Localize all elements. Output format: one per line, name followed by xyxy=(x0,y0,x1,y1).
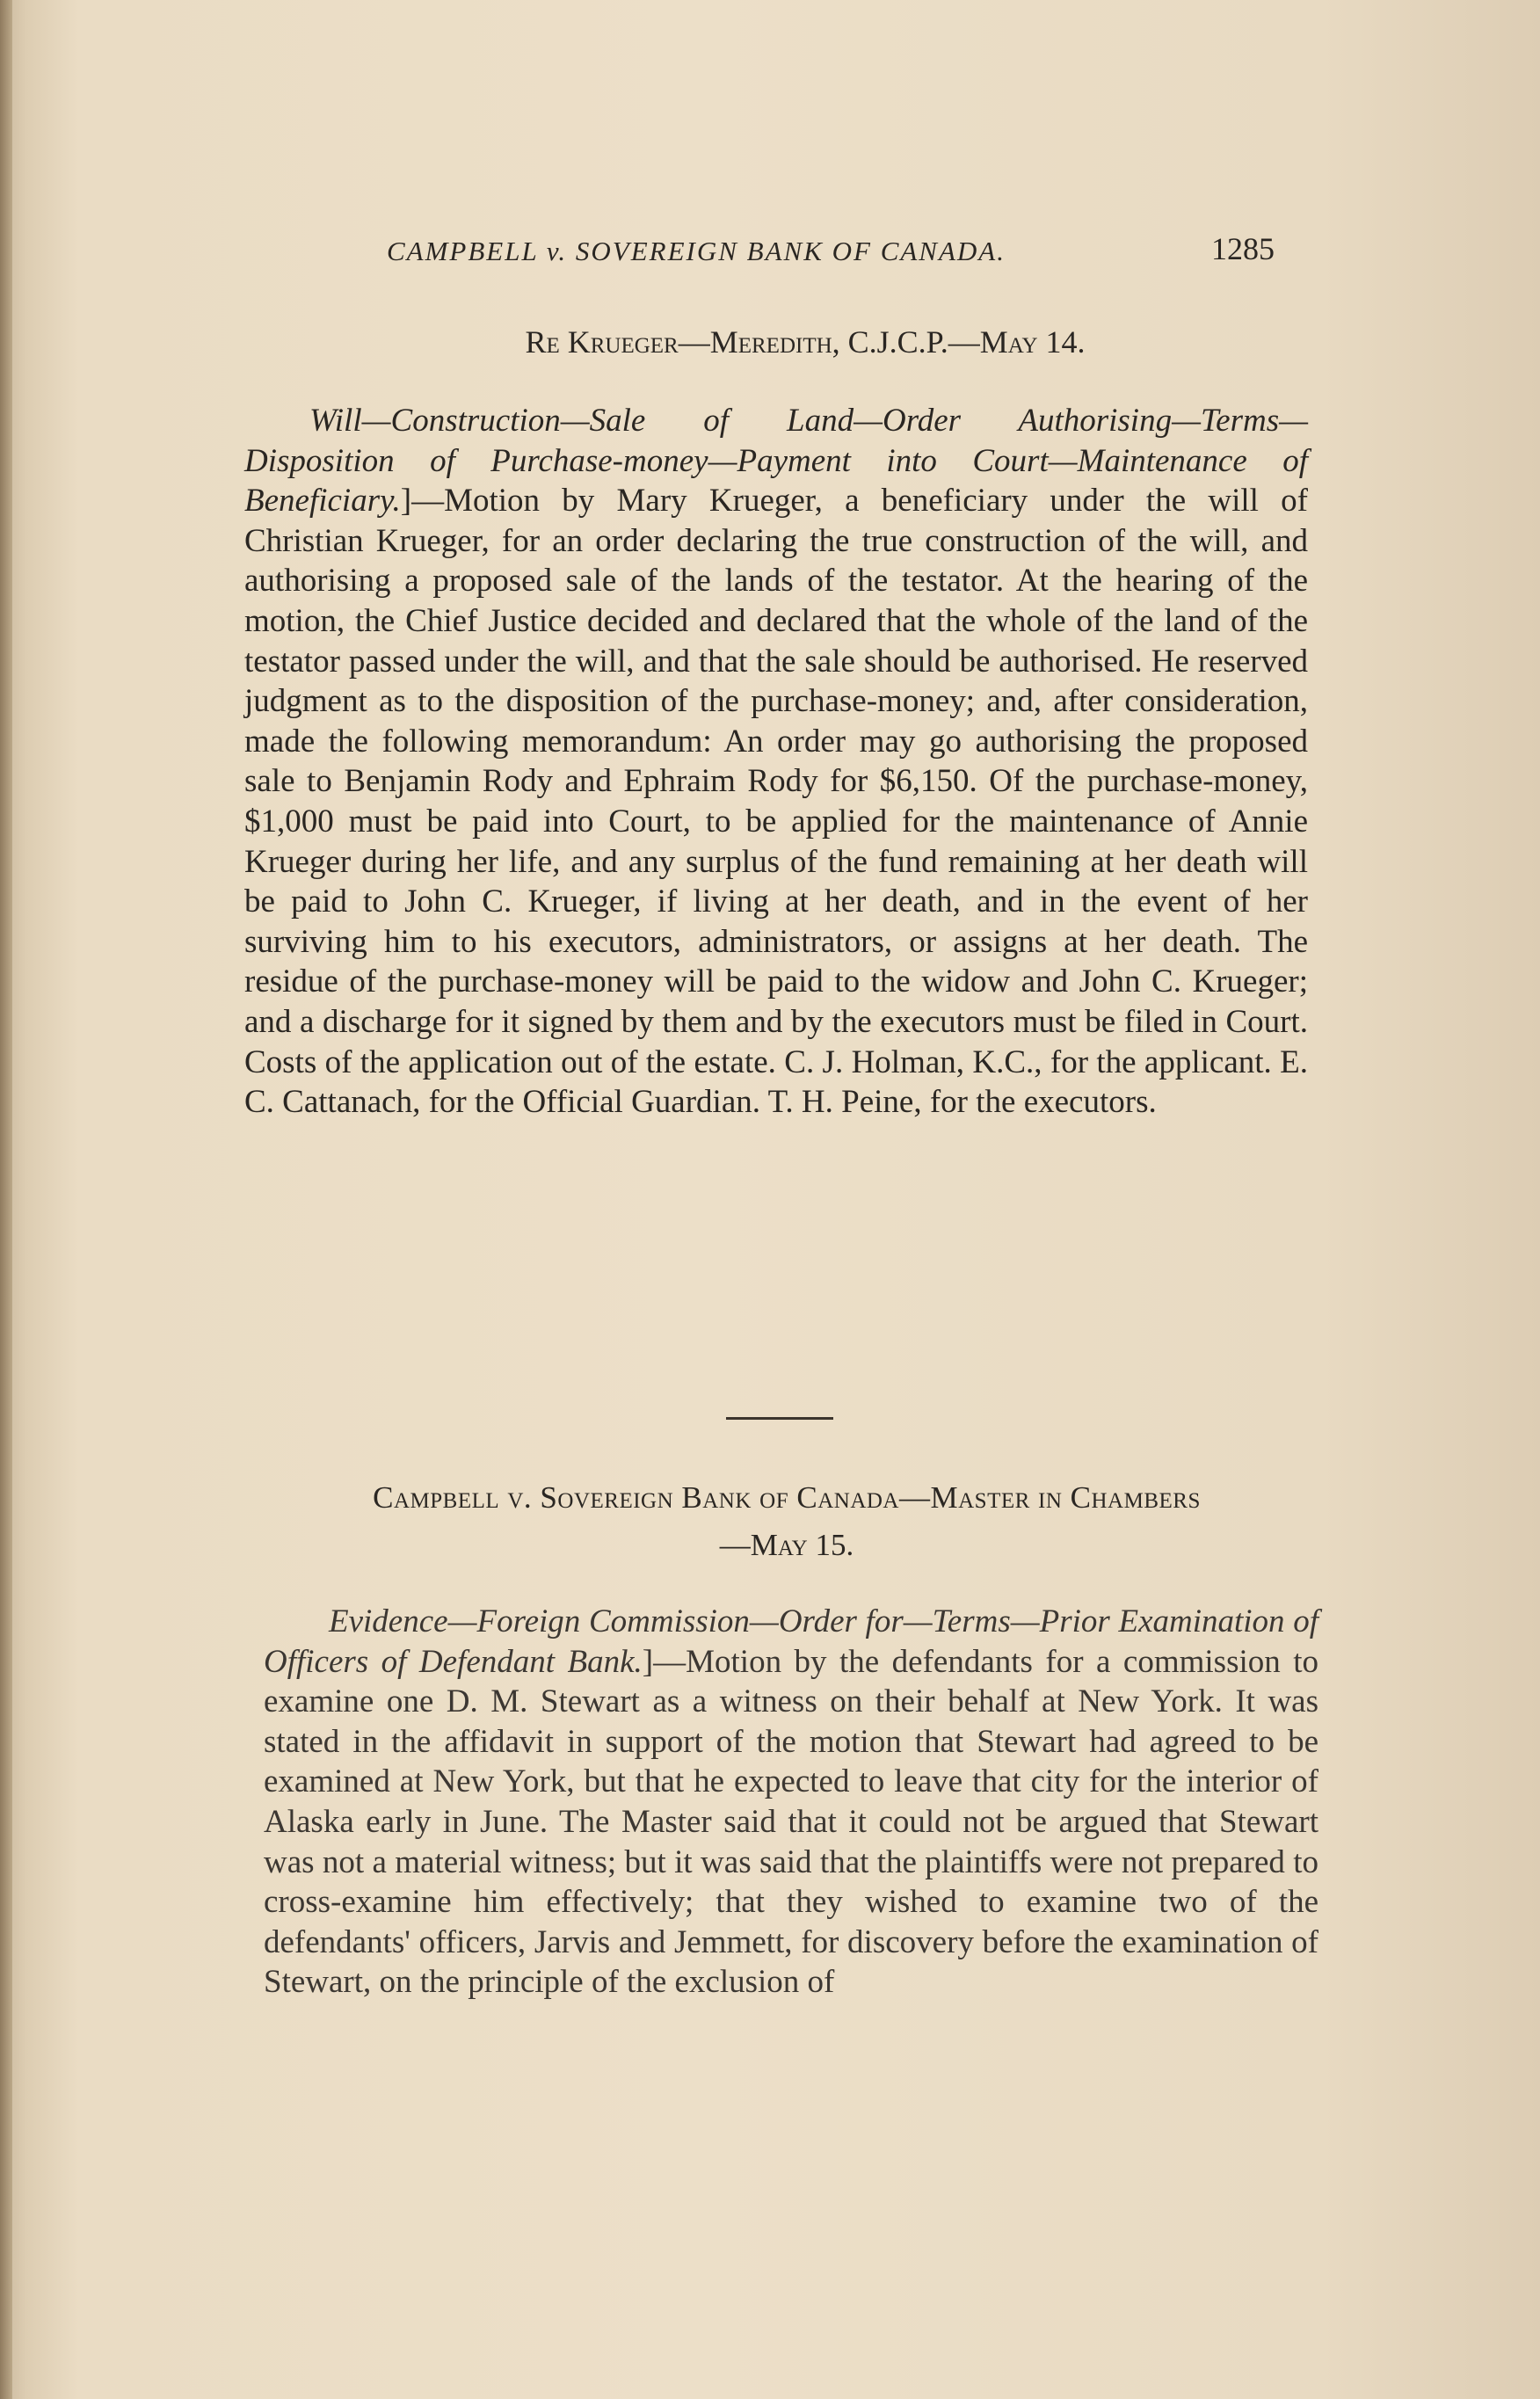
case-paragraph xyxy=(244,401,1308,1123)
page-edge xyxy=(0,0,12,2399)
headnote: Will—Construction—Sale of Land—Order Authorising—Terms—Disposition of Purchase-money—Payment into Court—Maintenance of Beneficiary. xyxy=(244,403,1308,520)
running-head: CAMPBELL v. SOVEREIGN BANK OF CANADA. xyxy=(387,236,1006,266)
section-divider xyxy=(726,1417,833,1420)
page-header xyxy=(387,231,1275,288)
paragraph-body: ]—Motion by Mary Krueger, a beneficiary under the will of Christian Krueger, for an order declaring the true construction of the will, and authorising a proposed sale of the lands of the testator. At the hearing of the motion, the Chief Justice decided and declared that the whole of the land of the testator passed under the will, and that the sale should be authorised. He reserved judgment as to the disposition of the purchase-money; and, after consideration, made the following memorandum: An order may go authorising the proposed sale to Benjamin Rody and Ephraim Rody for $6,150. Of the purchase-money, $1,000 must be paid into Court, to be applied for the maintenance of Annie Krueger during her life, and any surplus of the fund remaining at her death will be paid to John C. Krueger, if living at her death, and in the event of her surviving him to his executors, administrators, or assigns at her death. The residue of the purchase-money will be paid to the widow and John C. Krueger; and a discharge for it signed by them and by the executors must be filed in Court. Costs of the application out of the estate. C. J. Holman, K.C., for the applicant. E. C. Cattanach, for the Official Guardian. T. H. Peine, for the executors. xyxy=(244,483,1308,1121)
case-title-continuation: —May 15. xyxy=(719,1528,854,1562)
case-paragraph xyxy=(264,1602,1318,2003)
paragraph-body: ]—Motion by the defendants for a commission to examine one D. M. Stewart as a witness on their behalf at New York. It was stated in the affidavit in support of the motion that Stewart had agreed to be examined at New York, but that he expected to leave that city for the interior of Alaska early in June. The Master said that it could not be argued that Stewart was not a material witness; but it was said that the plaintiffs were not prepared to cross-examine him effectively; that they wished to examine two of the defendants' officers, Jarvis and Jemmett, for discovery before the examination of Stewart, on the principle of the exclusion of xyxy=(264,1643,1319,2001)
case-title: Campbell v. Sovereign Bank of Canada—Master in Chambers xyxy=(373,1480,1201,1515)
case-title: Re Krueger—Meredith, C.J.C.P.—May 14. xyxy=(525,324,1086,360)
page-number: 1285 xyxy=(1211,231,1275,266)
headnote: Evidence—Foreign Commission—Order for—Terms—Prior Examination of Officers of Defendant Bank. xyxy=(264,1603,1318,1680)
